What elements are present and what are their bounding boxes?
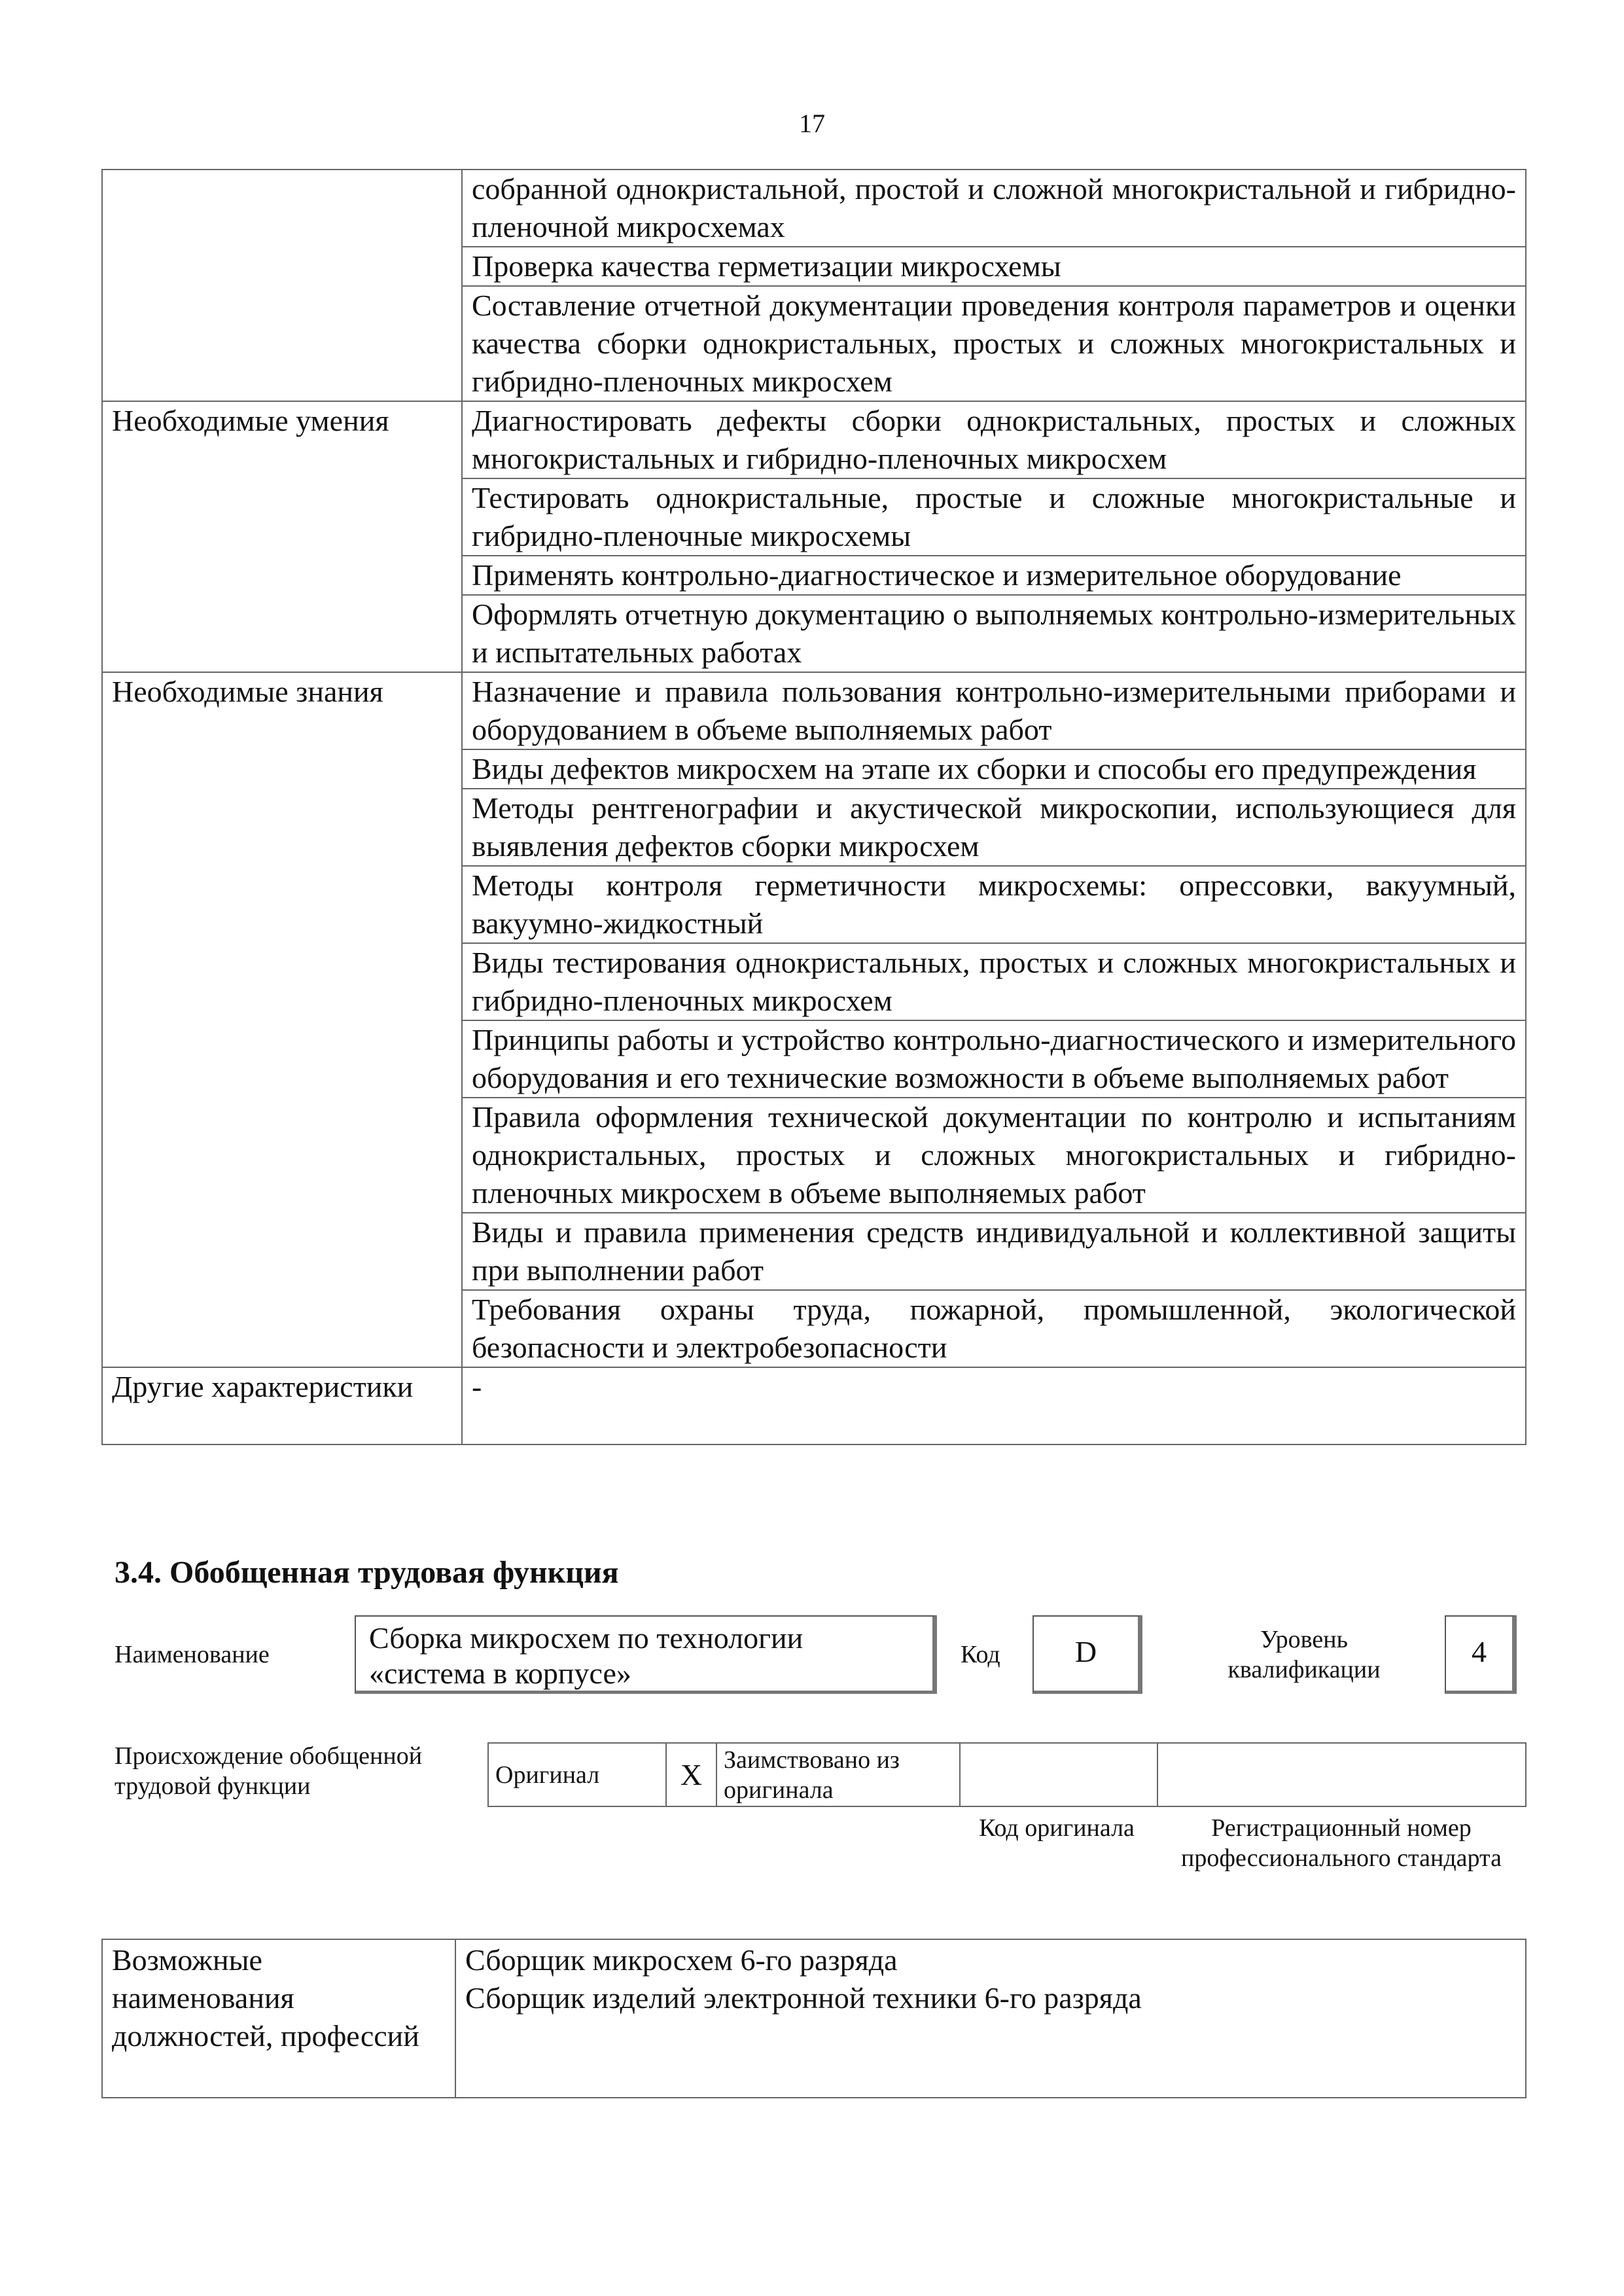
list-item: Требования охраны труда, пожарной, промышленной, экологической безопасности и электробезопасности [462,1290,1526,1367]
code-label: Код [961,1641,1000,1668]
list-item: Тестировать однокристальные, простые и сложные многокристальные и гибридно-пленочные микросхемы [462,478,1526,556]
list-item: Методы рентгенографии и акустической микроскопии, использующиеся для выявления дефектов сборки микросхем [462,789,1526,866]
level-label: Уровень квалификации [1227,1626,1381,1683]
code-value: D [1074,1635,1097,1668]
row-label-other: Другие характеристики [102,1367,462,1444]
list-item: Сборщик изделий электронной техники 6-го разряда [465,1981,1142,2015]
page-number: 17 [799,109,825,138]
table-row [488,1743,1526,1806]
list-item: Правила оформления технической документации по контролю и испытаниям однокристальных, простых и сложных многокристальных и гибридно-пленочных микросхем в объеме выполняемых работ [462,1098,1526,1213]
list-item: Сборщик микросхем 6-го разряда [465,1943,898,1977]
level-value: 4 [1472,1635,1487,1668]
positions-list [455,1939,1526,2098]
table-row [102,1939,1526,2098]
competencies-table [101,169,1527,1445]
list-item: Виды тестирования однокристальных, простых и сложных многокристальных и гибридно-пленочных микросхем [462,943,1526,1020]
origin-label: Происхождение обобщенной трудовой функции [115,1742,423,1800]
original-code-cell [960,1743,1157,1806]
list-item: Диагностировать дефекты сборки однокристальных, простых и сложных многокристальных и гибридно-пленочных микросхем [462,401,1526,478]
table-row [102,401,1526,478]
level-box [1445,1615,1517,1694]
list-item: Назначение и правила пользования контрольно-измерительными приборами и оборудованием в объеме выполняемых работ [462,672,1526,749]
reg-number-cell [1157,1743,1526,1806]
function-name-value: Сборка микросхем по технологии «система в корпусе» [369,1621,803,1690]
list-item: Виды дефектов микросхем на этапе их сборки и способы его предупреждения [462,749,1526,789]
row-label-knowledge: Необходимые знания [102,672,462,1367]
table-row [102,672,1526,749]
list-item: Принципы работы и устройство контрольно-диагностического и измерительного оборудования и его технические возможности в объеме выполняемых работ [462,1020,1526,1098]
reg-caption: Регистрационный номер профессионального стандарта [1181,1814,1502,1872]
table-row [102,170,1526,247]
list-item: Проверка качества герметизации микросхемы [462,247,1526,286]
row-label-skills: Необходимые умения [102,401,462,672]
origin-table [487,1742,1527,1807]
list-item: Оформлять отчетную документацию о выполняемых контрольно-измерительных и испытательных работах [462,595,1526,672]
function-name-box [355,1615,937,1694]
table-row [102,1367,1526,1444]
list-item: Составление отчетной документации проведения контроля параметров и оценки качества сборки однокристальных, простых и сложных многокристальных и гибридно-пленочных микросхем [462,286,1526,401]
list-item: Виды и правила применения средств индивидуальной и коллективной защиты при выполнении работ [462,1213,1526,1290]
borrowed-label-cell: Заимствовано из оригинала [716,1743,960,1806]
positions-table [101,1939,1527,2098]
list-item: собранной однокристальной, простой и сложной многокристальной и гибридно-пленочной микросхемах [462,170,1526,247]
section-heading: 3.4. Обобщенная трудовая функция [115,1555,619,1590]
code-box [1033,1615,1142,1694]
code-caption: Код оригинала [979,1814,1135,1842]
row-label-continuation [102,170,462,401]
original-mark-cell: X [666,1743,716,1806]
list-item: Методы контроля герметичности микросхемы: опрессовки, вакуумный, вакуумно-жидкостный [462,866,1526,943]
list-item: - [462,1367,1526,1444]
original-label-cell: Оригинал [488,1743,666,1806]
positions-label: Возможные наименования должностей, профессий [102,1939,455,2098]
name-label: Наименование [115,1641,270,1668]
list-item: Применять контрольно-диагностическое и измерительное оборудование [462,556,1526,595]
